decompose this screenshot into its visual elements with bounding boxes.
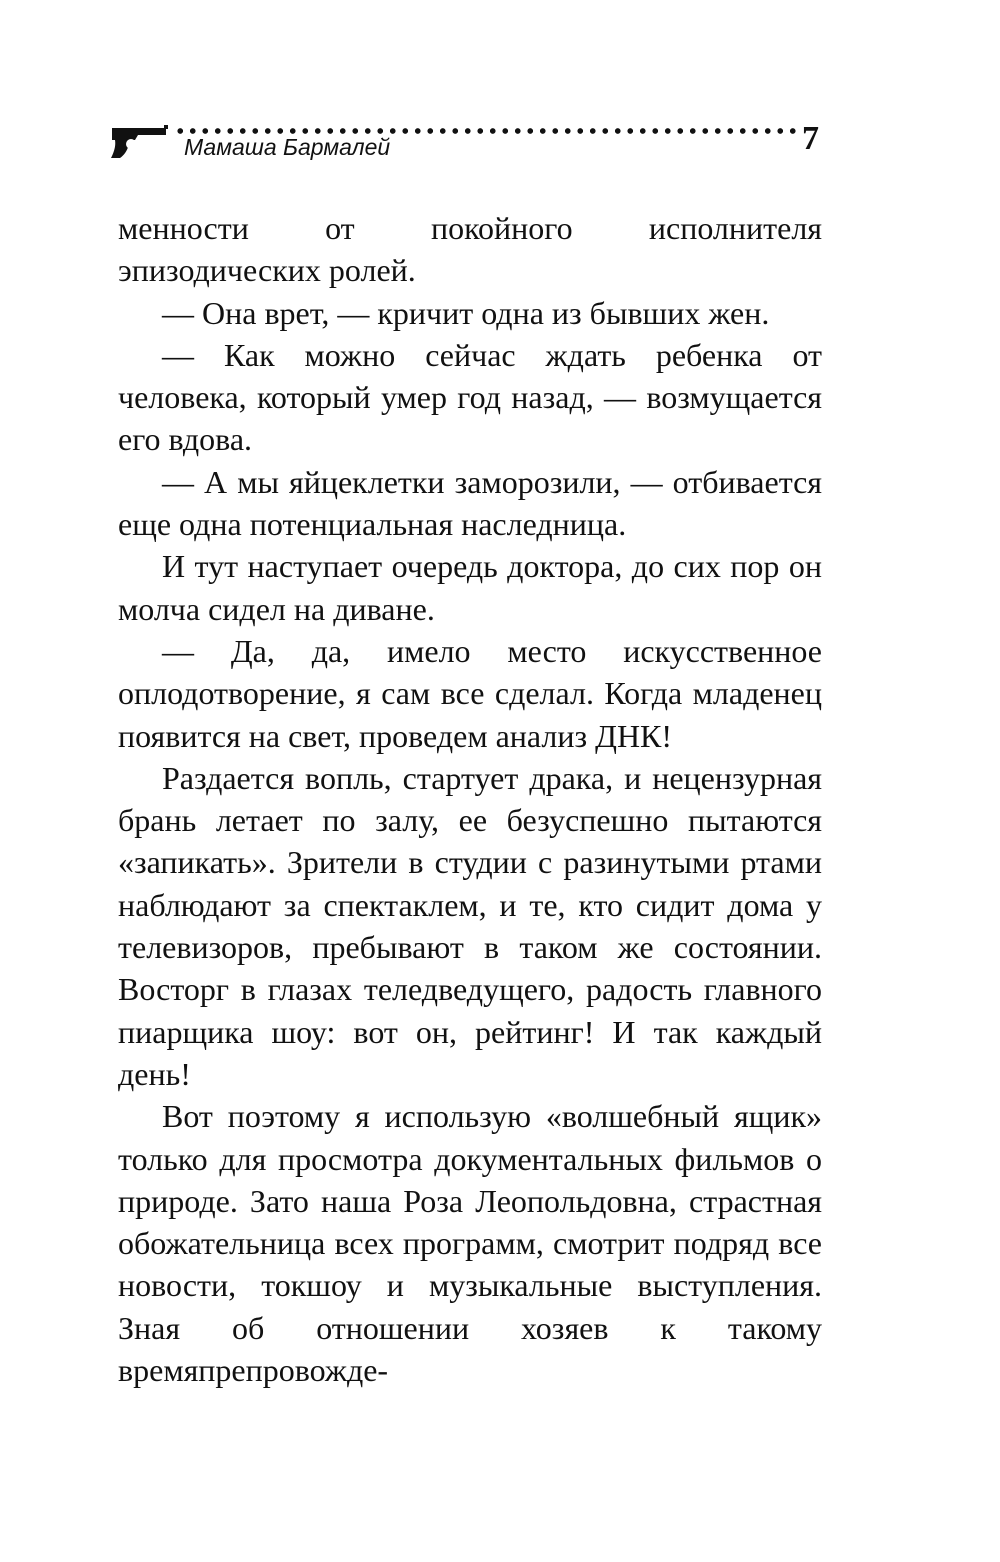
paragraph: Раздается вопль, стартует драка, и нецензурная брань летает по залу, ее безуспешно пытаются «запикать». Зрители в студии с разинутыми ртами наблюдают за спектаклем, и те, кто сидит дома у телевизоров, пребывают в таком же состоянии. Восторг в глазах теледведущего, радость главного пиарщика шоу: вот он, рейтинг! И так каждый день! [118, 759, 822, 1092]
paragraph: — Она врет, — кричит одна из бывших жен. [162, 294, 770, 331]
paragraph: менности от покойного исполнителя эпизодических ролей. [118, 210, 822, 289]
paragraph: И тут наступает очередь доктора, до сих пор он молча сидел на диване. [118, 548, 822, 627]
revolver-icon [108, 122, 170, 160]
paragraph: — Да, да, имело место искусственное оплодотворение, я сам все сделал. Когда младенец появится на свет, проведем анализ ДНК! [118, 632, 822, 754]
paragraph: — Как можно сейчас ждать ребенка от человека, который умер год назад, — возмущается его вдова. [118, 336, 822, 458]
running-title: Мамаша Бармалей [184, 134, 391, 160]
page-number: 7 [802, 120, 819, 157]
paragraph: — А мы яйцеклетки заморозили, — отбивается еще одна потенциальная наследница. [118, 463, 822, 543]
body-text [118, 207, 822, 1391]
running-header [108, 118, 828, 168]
paragraph: Вот поэтому я использую «волшебный ящик» только для просмотра документальных фильмов о природе. Зато наша Роза Леопольдовна, страстная обожательница всех программ, смотрит подряд все новости, токшоу и музыкальные выступления. Зная об отношении хозяев к такому времяпрепровожде- [118, 1098, 822, 1389]
